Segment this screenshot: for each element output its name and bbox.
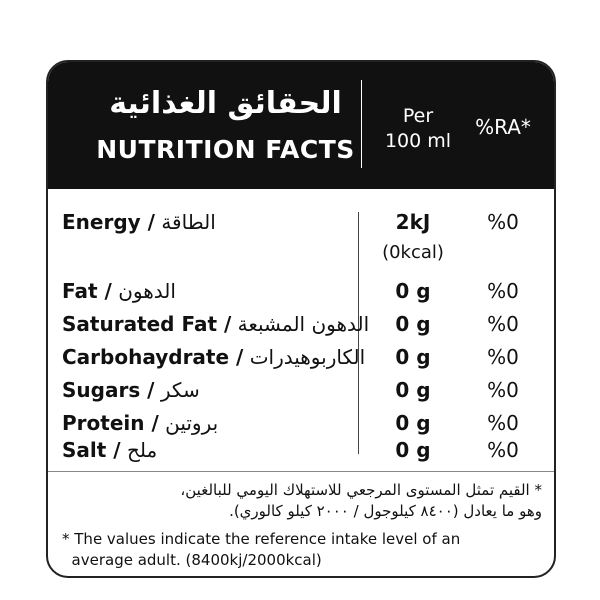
nutrient-percent: %0 (487, 411, 519, 435)
nutrient-percent: %0 (487, 279, 519, 303)
nutrient-percent: %0 (487, 345, 519, 369)
per-label: Per (402, 105, 434, 127)
footnote-arabic (62, 480, 542, 522)
footnote-en-line: average adult. (8400kj/2000kcal) (62, 551, 322, 569)
footnote-ar-line: * القيم تمثل المستوى المرجعي للاستهلاك اليومي للبالغين، (180, 481, 542, 499)
nutrient-name-en: Salt / (62, 438, 121, 462)
header-divider (361, 80, 362, 168)
nutrient-name (62, 378, 200, 402)
nutrient-name-en: Fat / (62, 279, 112, 303)
row-salt (48, 438, 554, 470)
footnote-en-line: * The values indicate the reference intake level of an (62, 530, 461, 548)
footnote-english (62, 529, 542, 571)
row-carbohydrate (48, 345, 554, 377)
nutrient-name (62, 411, 218, 435)
row-fat (48, 279, 554, 311)
nutrient-name (62, 438, 157, 462)
energy-kcal-value: (0kcal) (382, 242, 444, 263)
nutrient-value: 0 g (395, 279, 431, 303)
nutrient-name-en: Protein / (62, 411, 159, 435)
title-arabic: الحقائق الغذائية (109, 86, 342, 121)
footnote-ar-line: وهو ما يعادل (٨٤٠٠ كيلوجول / ٢٠٠٠ كيلو كالوري). (229, 502, 542, 520)
nutrient-name-ar: الدهون (118, 279, 176, 303)
nutrient-name-en: Carbohaydrate / (62, 345, 244, 369)
footnote-divider (48, 471, 554, 472)
title-english: NUTRITION FACTS (96, 135, 355, 164)
reference-amount-heading: %RA* (475, 115, 531, 139)
nutrient-percent: %0 (487, 378, 519, 402)
nutrition-label (46, 60, 556, 578)
row-energy (48, 210, 554, 242)
nutrient-name-ar: بروتين (165, 411, 219, 435)
nutrient-value: 2kJ (395, 210, 431, 234)
nutrient-percent: %0 (487, 210, 519, 234)
row-saturated-fat (48, 312, 554, 344)
nutrient-value: 0 g (395, 312, 431, 336)
nutrient-name-ar: ملح (126, 438, 158, 462)
nutrient-value: 0 g (395, 378, 431, 402)
serving-size-label: 100 ml (384, 130, 452, 152)
per-serving-heading (368, 104, 468, 154)
nutrient-name (62, 279, 176, 303)
nutrient-value: 0 g (395, 411, 431, 435)
nutrient-name-en: Energy / (62, 210, 155, 234)
nutrient-name (62, 345, 365, 369)
nutrient-name-en: Sugars / (62, 378, 155, 402)
nutrient-name (62, 312, 369, 336)
nutrient-name-en: Saturated Fat / (62, 312, 232, 336)
nutrient-value: 0 g (395, 345, 431, 369)
nutrient-name (62, 210, 216, 234)
nutrient-percent: %0 (487, 312, 519, 336)
nutrient-value: 0 g (395, 438, 431, 462)
nutrient-name-ar: الطاقة (161, 210, 216, 234)
row-sugars (48, 378, 554, 410)
nutrient-name-ar: الدهون المشبعة (237, 312, 370, 336)
nutrient-name-ar: سكر (160, 378, 200, 402)
nutrient-percent: %0 (487, 438, 519, 462)
label-header (48, 62, 554, 189)
nutrient-name-ar: الكاربوهيدرات (249, 345, 366, 369)
